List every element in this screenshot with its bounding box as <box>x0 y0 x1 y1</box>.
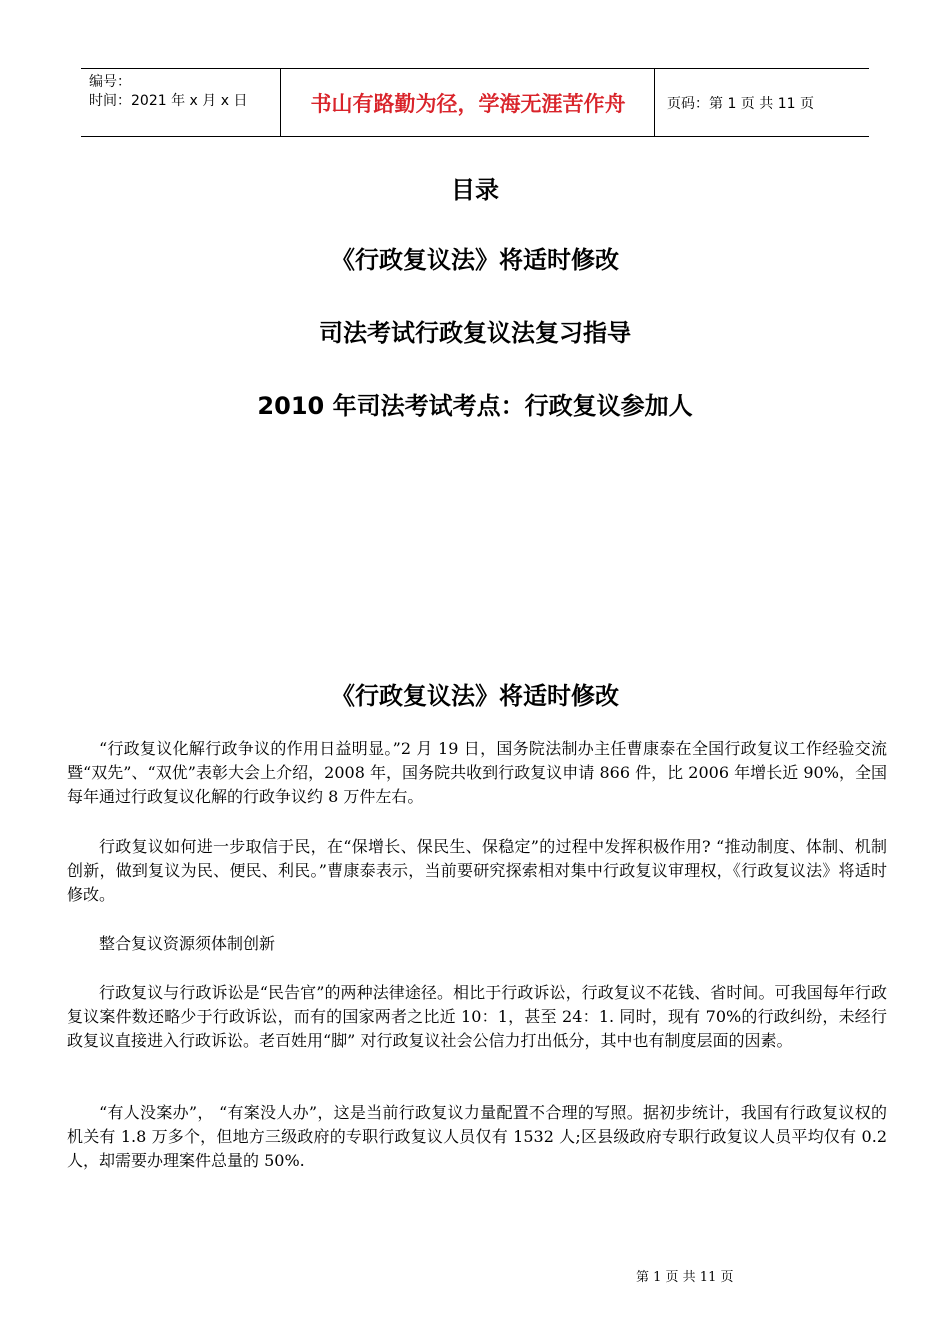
time-label: 时间：2021 年 x 月 x 日 <box>89 93 248 109</box>
paragraph: 行政复议与行政诉讼是“民告官”的两种法律途径。相比于行政诉讼，行政复议不花钱、省时间。可我国每年行政复议案件数还略少于行政诉讼，而有的国家两者之比近 10：1，甚至 24：1. 同时，现有 70%的行政纠纷，未经行政复议直接进入行政诉讼。老百姓用“脚” 对行政复议社会公信力打出低分，其中也有制度层面的因素。 <box>67 983 887 1050</box>
page-footer: 第 1 页 共 11 页 <box>636 1270 734 1285</box>
toc-item[interactable]: 2010 年司法考试考点：行政复议参加人 <box>257 392 693 420</box>
toc-item[interactable]: 司法考试行政复议法复习指导 <box>319 319 631 347</box>
header-table <box>81 68 869 137</box>
header-motto: 书山有路勤为径，学海无涯苦作舟 <box>282 69 655 136</box>
article-title: 《行政复议法》将适时修改 <box>331 682 619 710</box>
toc-item[interactable]: 《行政复议法》将适时修改 <box>331 246 619 274</box>
paragraph: 行政复议如何进一步取信于民，在“保增长、保民生、保稳定”的过程中发挥积极作用? “推动制度、体制、机制创新，做到复议为民、便民、利民。”曹康泰表示，当前要研究探索相对集中行政复议审理权，《行政复议法》将适时修改。 <box>67 837 887 904</box>
paragraph: “有人没案办”， “有案没人办”，这是当前行政复议力量配置不合理的写照。据初步统计，我国有行政复议权的机关有 1.8 万多个，但地方三级政府的专职行政复议人员仅有 1532 人;区县级政府专职行政复议人员平均仅有 0.2 人，却需要办理案件总量的 50%. <box>67 1103 887 1170</box>
paragraph: “行政复议化解行政争议的作用日益明显。”2 月 19 日，国务院法制办主任曹康泰在全国行政复议工作经验交流暨“双先”、“双优”表彰大会上介绍，2008 年，国务院共收到行政复议申请 866 件，比 2006 年增长近 90%，全国每年通过行政复议化解的行政争议约 8 万件左右。 <box>67 739 887 806</box>
header-page-info: 页码：第 1 页 共 11 页 <box>667 95 814 112</box>
serial-label: 编号： <box>89 74 131 90</box>
header-meta-cell <box>81 69 281 136</box>
subheading: 整合复议资源须体制创新 <box>99 934 276 953</box>
toc-title: 目录 <box>451 176 499 204</box>
